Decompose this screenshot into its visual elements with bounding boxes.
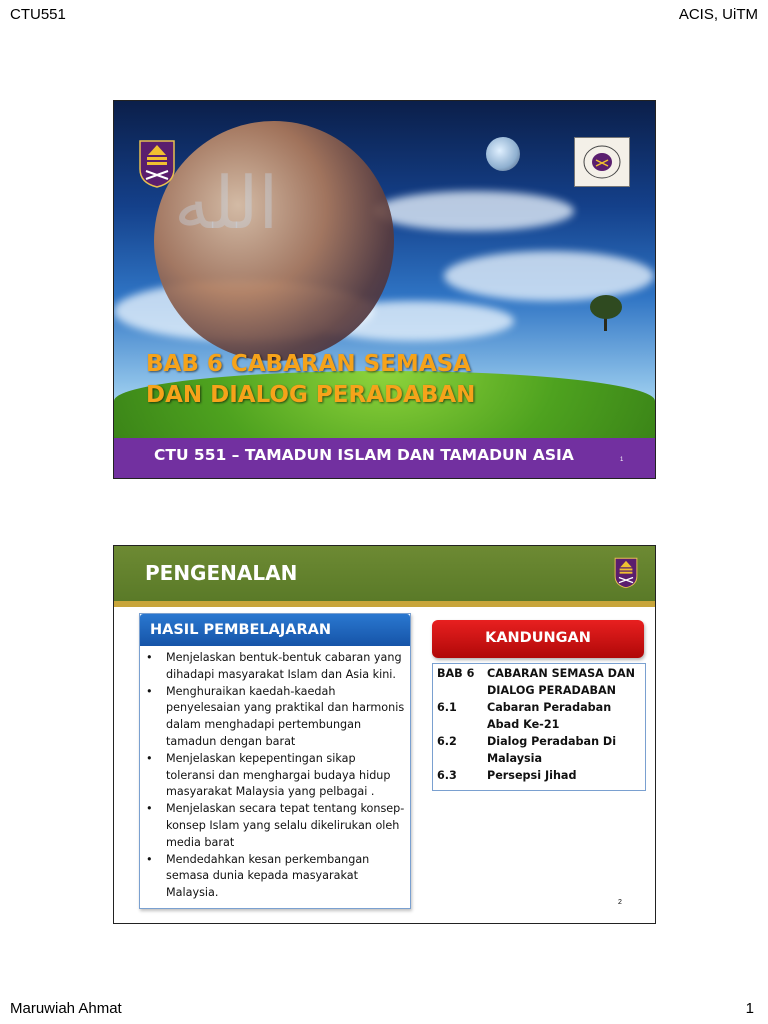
cloud (374, 191, 574, 231)
calligraphy-watermark: الله (174, 161, 279, 245)
hasil-header (140, 614, 410, 646)
slide-2 (113, 545, 656, 924)
list-item: • Menjelaskan kepepentingan sikap toleransi dan menghargai budaya hidup masyarakat Malaysia yang pelbagai . (146, 751, 391, 799)
header-institution: ACIS, UiTM (678, 6, 758, 23)
kandungan-text: CABARAN SEMASA DAN DIALOG PERADABAN (487, 667, 635, 697)
slide-2-title: PENGENALAN (145, 561, 298, 585)
kandungan-code: 6.2 (437, 735, 457, 748)
kandungan-code: 6.3 (437, 769, 457, 782)
acis-seal-icon (574, 137, 630, 187)
kandungan-heading: KANDUNGAN (485, 630, 591, 646)
list-item: • Menjelaskan secara tepat tentang konsep-konsep Islam yang selalu dikelirukan oleh media barat (146, 802, 405, 849)
title-line-1: BAB 6 CABARAN SEMASA (146, 351, 471, 377)
kandungan-text: Persepsi Jihad (487, 769, 577, 782)
hasil-pembelajaran-box (139, 613, 411, 909)
slide-1-subtitle: CTU 551 – TAMADUN ISLAM DAN TAMADUN ASIA (154, 446, 574, 464)
slide-2-number: 2 (618, 899, 622, 906)
header-course-code: CTU551 (10, 6, 66, 23)
footer-author: Maruwiah Ahmat (10, 1000, 122, 1017)
slide-1 (113, 100, 656, 479)
footer-page-number: 1 (745, 1000, 754, 1017)
title-line-2: DAN DIALOG PERADABAN (146, 382, 476, 408)
list-item: • Mendedahkan kesan perkembangan semasa dunia kepada masyarakat Malaysia. (146, 852, 370, 900)
title-bar-stripe (114, 601, 655, 607)
kandungan-header (432, 620, 644, 658)
hasil-heading: HASIL PEMBELAJARAN (150, 622, 332, 638)
kandungan-code: BAB 6 (437, 667, 475, 680)
list-item: • Menghuraikan kaedah-kaedah penyelesaian yang praktikal dan harmonis dalam menghadapi pertembungan tamadun dengan barat (146, 684, 405, 748)
list-item: • Menjelaskan bentuk-bentuk cabaran yang dihadapi masyarakat Islam dan Asia kini. (146, 651, 402, 681)
tree-icon (586, 291, 626, 331)
uitm-logo-icon (611, 557, 641, 589)
kandungan-text: Cabaran Peradaban Abad Ke-21 (487, 701, 612, 731)
hasil-list (144, 650, 406, 902)
slide-1-number: 1 (620, 457, 624, 463)
kandungan-box (432, 663, 646, 791)
uitm-logo-icon (138, 139, 176, 189)
kandungan-code: 6.1 (437, 701, 457, 714)
kandungan-text: Dialog Peradaban Di Malaysia (487, 735, 617, 765)
slide-1-title (146, 349, 475, 411)
moon-image (486, 137, 520, 171)
